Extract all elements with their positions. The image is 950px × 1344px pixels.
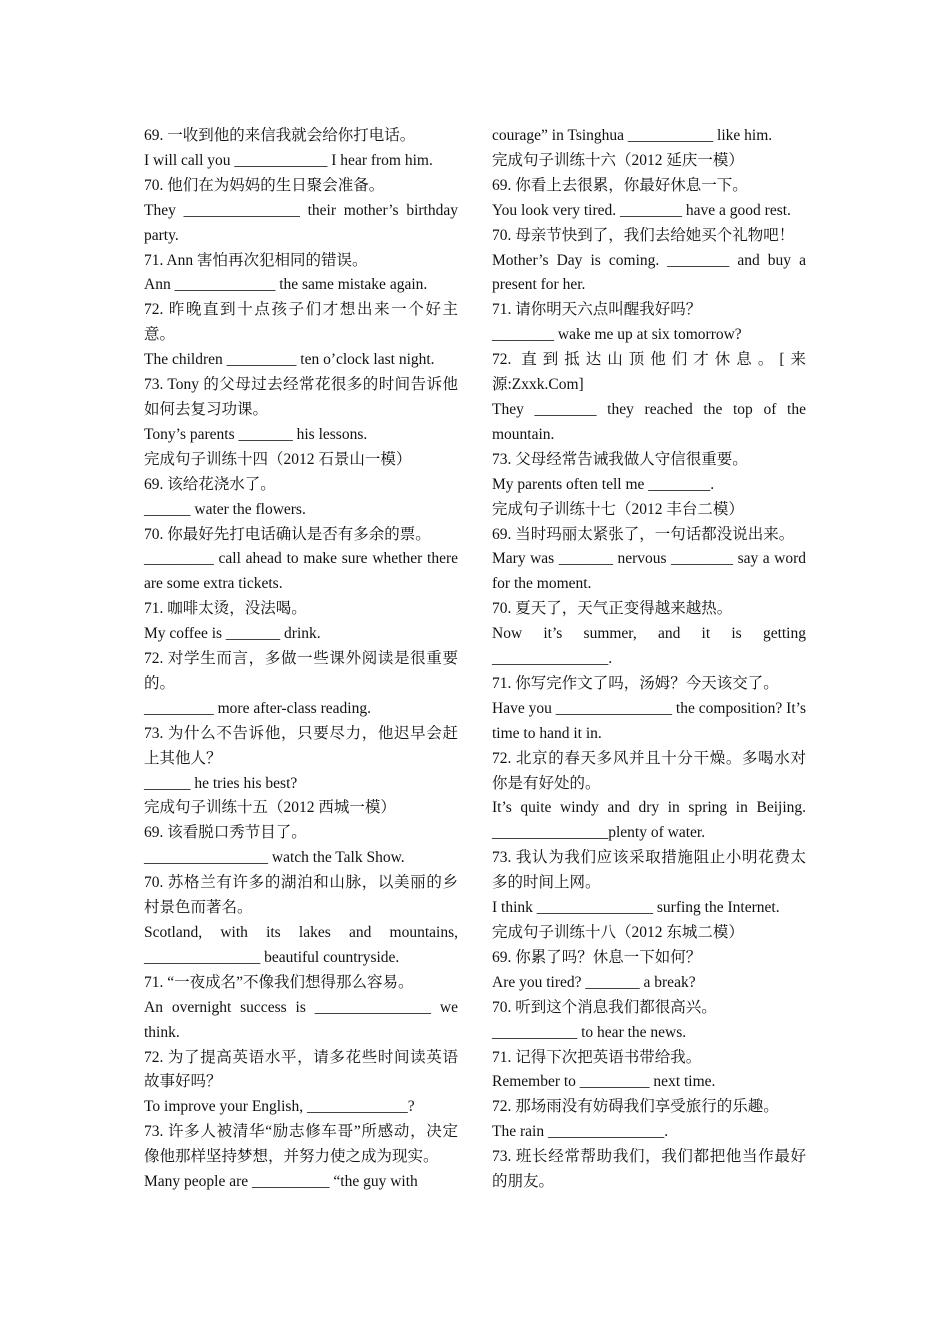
answer-line: I think _______________ surfing the Internet. (492, 899, 780, 917)
question-prompt: 73. 父母经常告诫我做人守信很重要。 (492, 450, 748, 468)
question-prompt: 72. 对学生而言，多做一些课外阅读是很重要的。 (144, 650, 458, 692)
answer-line: _________ call ahead to make sure whether there are some extra tickets. (144, 550, 458, 593)
question-prompt: 73. 许多人被清华“励志修车哥”所感动，决定像他那样坚持梦想，并努力使之成为现实。 (144, 1123, 458, 1166)
question-prompt: 71. 记得下次把英语书带给我。 (492, 1048, 702, 1066)
answer-line: Now it’s summer, and it is getting _______________. (492, 625, 806, 668)
question-prompt: 70. 母亲节快到了，我们去给她买个礼物吧！ (492, 226, 795, 244)
question-prompt: 69. 一收到他的来信我就会给你打电话。 (144, 127, 416, 144)
section-heading: 完成句子训练十八（2012 东城二模） (492, 924, 744, 941)
question-prompt: 71. 你写完作文了吗，汤姆？今天该交了。 (492, 674, 779, 692)
question-prompt: 73. 为什么不告诉他，只要尽力，他迟早会赶上其他人？ (144, 724, 458, 767)
answer-line: The children _________ ten o’clock last night. (144, 351, 435, 369)
question-prompt: 72. 为了提高英语水平，请多花些时间读英语故事好吗？ (144, 1048, 458, 1091)
question-prompt: 69. 该给花浇水了。 (144, 475, 276, 493)
left-column (144, 124, 458, 1195)
answer-line: I will call you ____________ I hear from him. (144, 151, 433, 169)
question-prompt: 71. “一夜成名”不像我们想得那么容易。 (144, 973, 414, 991)
answer-line: Mary was _______ nervous ________ say a word for the moment. (492, 550, 806, 593)
answer-line: ___________ to hear the news. (492, 1023, 687, 1041)
question-prompt: 71. 请你明天六点叫醒我好吗？ (492, 301, 702, 319)
question-prompt: 71. 咖啡太烫，没法喝。 (144, 600, 307, 618)
answer-line: _________ more after-class reading. (144, 699, 371, 717)
question-prompt: 69. 当时玛丽太紧张了，一句话都没说出来。 (492, 525, 795, 543)
answer-line: courage” in Tsinghua ___________ like him. (492, 127, 773, 144)
question-prompt: 73. 班长经常帮助我们，我们都把他当作最好的朋友。 (492, 1148, 806, 1191)
question-prompt: 69. 你看上去很累，你最好休息一下。 (492, 176, 748, 194)
question-prompt: 69. 该看脱口秀节目了。 (144, 824, 307, 842)
question-prompt: 70. 苏格兰有许多的湖泊和山脉，以美丽的乡村景色而著名。 (144, 874, 458, 917)
answer-line: Tony’s parents _______ his lessons. (144, 425, 368, 443)
answer-line: Many people are __________ “the guy with (144, 1173, 418, 1191)
answer-line: They ________ they reached the top of the mountain. (492, 400, 806, 443)
answer-line: You look very tired. ________ have a good rest. (492, 201, 791, 219)
question-prompt: 72. 那场雨没有妨碍我们享受旅行的乐趣。 (492, 1098, 779, 1116)
section-heading: 完成句子训练十四（2012 石景山一模） (144, 450, 412, 468)
question-prompt: 72. 直到抵达山顶他们才休息。[来源:Zxxk.Com] (492, 351, 806, 394)
answer-line: Have you _______________ the composition? It’s time to hand it in. (492, 699, 806, 742)
answer-line: Remember to _________ next time. (492, 1073, 716, 1091)
answer-line: ________ wake me up at six tomorrow? (492, 326, 742, 344)
question-prompt: 72. 昨晚直到十点孩子们才想出来一个好主意。 (144, 301, 458, 344)
answer-line: ______ water the flowers. (144, 500, 306, 518)
answer-line: They _______________ their mother’s birthday party. (144, 201, 458, 244)
question-prompt: 69. 你累了吗？休息一下如何？ (492, 948, 702, 966)
answer-line: Scotland, with its lakes and mountains, _______________ beautiful countryside. (144, 924, 458, 966)
answer-line: An overnight success is _______________ we think. (144, 998, 458, 1041)
answer-line: My coffee is _______ drink. (144, 625, 321, 643)
answer-line: It’s quite windy and dry in spring in Beijing. _______________plenty of water. (492, 799, 806, 842)
section-heading: 完成句子训练十七（2012 丰台二模） (492, 500, 744, 518)
question-prompt: 72. 北京的春天多风并且十分干燥。多喝水对你是有好处的。 (492, 749, 806, 792)
section-heading: 完成句子训练十五（2012 西城一模） (144, 799, 396, 817)
question-prompt: 70. 他们在为妈妈的生日聚会准备。 (144, 176, 385, 194)
question-prompt: 73. Tony 的父母过去经常花很多的时间告诉他如何去复习功课。 (144, 376, 458, 418)
question-prompt: 73. 我认为我们应该采取措施阻止小明花费太多的时间上网。 (492, 849, 806, 892)
answer-line: To improve your English, _____________? (144, 1098, 415, 1116)
question-prompt: 70. 夏天了，天气正变得越来越热。 (492, 600, 733, 618)
answer-line: ________________ watch the Talk Show. (144, 849, 405, 867)
answer-line: Mother’s Day is coming. ________ and buy a present for her. (492, 251, 806, 294)
answer-line: ______ he tries his best? (144, 774, 298, 792)
question-prompt: 71. Ann 害怕再次犯相同的错误。 (144, 251, 368, 269)
question-prompt: 70. 你最好先打电话确认是否有多余的票。 (144, 525, 431, 543)
right-column (492, 124, 806, 1195)
answer-line: Are you tired? _______ a break? (492, 973, 696, 991)
answer-line: My parents often tell me ________. (492, 475, 715, 493)
question-prompt: 70. 听到这个消息我们都很高兴。 (492, 998, 717, 1016)
answer-line: Ann _____________ the same mistake again. (144, 276, 428, 294)
answer-line: The rain _______________. (492, 1123, 669, 1141)
section-heading: 完成句子训练十六（2012 延庆一模） (492, 151, 744, 169)
